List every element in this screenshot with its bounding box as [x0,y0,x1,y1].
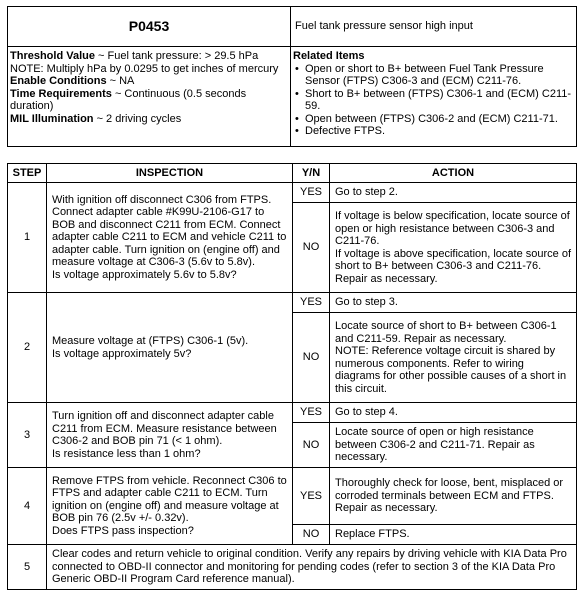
no-label: NO [293,423,330,468]
threshold-value: ~ Fuel tank pressure: > 29.5 hPa [94,50,259,62]
yes-action: Go to step 4. [330,403,577,423]
conditions-cell [8,47,291,147]
step-number: 1 [8,183,47,293]
dtc-code: P0453 [8,7,291,47]
yes-label: YES [293,183,330,203]
no-action: Replace FTPS. [330,525,577,545]
header-inspection: INSPECTION [47,164,293,183]
dtc-summary-table [7,6,577,147]
yes-action: Go to step 3. [330,293,577,313]
yes-action: Go to step 2. [330,183,577,203]
related-list [293,63,574,138]
table-row [8,293,577,313]
step-inspection: With ignition off disconnect C306 from FTPS. Connect adapter cable #K99U-2106-G17 to BOB and disconnect C211 from ECM. Connect adapter cable C211 to ECM and vehicle C211 to adapter cable. Turn ignition on (engine off) and measure voltage at C306-3 (5.6v to 5.8v). Is voltage approximately 5.6v to 5.8v? [47,183,293,293]
final-step-text: Clear codes and return vehicle to original condition. Verify any repairs by driving vehicle with KIA Data Pro connected to OBD-II connector and monitoring for pending codes (refer to section 3 of the KIA Data Pro Generic OBD-II Program Card reference manual). [47,545,577,590]
related-item: • Short to B+ between (FTPS) C306-1 and (ECM) C211-59. [293,88,574,113]
step-inspection: Remove FTPS from vehicle. Reconnect C306 to FTPS and adapter cable C211 to ECM. Turn ignition on (engine off) and measure voltage at BOB pin 76 (2.5v +/- 0.32v). Does FTPS pass inspection? [47,468,293,545]
yes-label: YES [293,293,330,313]
step-number: 3 [8,403,47,468]
dtc-description: Fuel tank pressure sensor high input [291,7,577,47]
related-title: Related Items [293,50,365,62]
enable-label: Enable Conditions [10,75,107,87]
header-step: STEP [8,164,47,183]
yes-action: Thoroughly check for loose, bent, misplaced or corroded terminals between ECM and FTPS. Repair as necessary. [330,468,577,525]
no-action: Locate source of open or high resistance between C306-2 and C211-71. Repair as necessary. [330,423,577,468]
inspection-table [7,163,577,590]
table-row [8,545,577,590]
table-header-row [8,164,577,183]
time-value: ~ Continuous (0.5 seconds duration) [10,87,247,112]
step-number: 4 [8,468,47,545]
header-action: ACTION [330,164,577,183]
yes-label: YES [293,468,330,525]
step-number: 5 [8,545,47,590]
mil-label: MIL Illumination [10,112,94,125]
table-row [8,403,577,423]
header-yn: Y/N [293,164,330,183]
no-label: NO [293,203,330,293]
no-action: Locate source of short to B+ between C306-1 and C211-59. Repair as necessary. NOTE: Reference voltage circuit is shared by numerous components. Refer to wiring diagrams for other possible causes of a short in this circuit. [330,313,577,403]
no-action: If voltage is below specification, locate source of open or high resistance between C306-3 and C211-76. If voltage is above specification, locate source of short to B+ between C306-3 and C211-76. Repair as necessary. [330,203,577,293]
related-item: • Open between (FTPS) C306-2 and (ECM) C211-71. [293,113,574,126]
table-row [8,183,577,203]
threshold-note: NOTE: Multiply hPa by 0.0295 to get inches of mercury [10,62,279,75]
step-number: 2 [8,293,47,403]
table-row [8,468,577,525]
related-items-cell [291,47,577,147]
mil-value: ~ 2 driving cycles [93,112,182,125]
no-label: NO [293,525,330,545]
step-inspection: Measure voltage at (FTPS) C306-1 (5v). Is voltage approximately 5v? [47,293,293,403]
step-inspection: Turn ignition off and disconnect adapter cable C211 from ECM. Measure resistance between C306-2 and BOB pin 71 (< 1 ohm). Is resistance less than 1 ohm? [47,403,293,468]
related-item: • Defective FTPS. [293,125,574,138]
related-item: • Open or short to B+ between Fuel Tank Pressure Sensor (FTPS) C306-3 and (ECM) C211-76. [293,63,574,88]
yes-label: YES [293,403,330,423]
enable-value: ~ NA [106,75,135,87]
time-label: Time Requirements [10,87,112,100]
threshold-label: Threshold Value [10,50,95,62]
no-label: NO [293,313,330,403]
